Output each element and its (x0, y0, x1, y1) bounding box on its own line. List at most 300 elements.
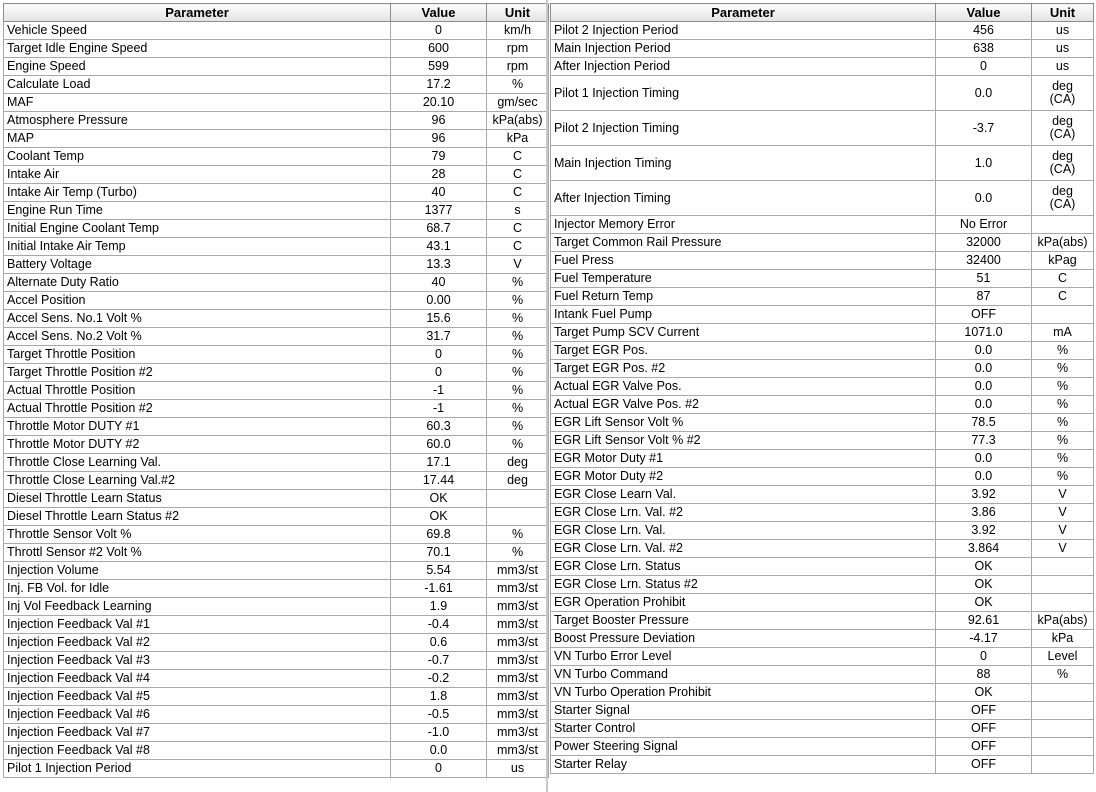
parameter-cell: VN Turbo Command (551, 666, 936, 684)
value-cell: OFF (936, 738, 1032, 756)
unit-cell: mm3/st (487, 616, 549, 634)
right-header-row (551, 4, 1094, 22)
table-row[interactable] (551, 252, 1094, 270)
value-cell: 31.7 (391, 328, 487, 346)
parameter-cell: Starter Signal (551, 702, 936, 720)
unit-cell: us (1032, 40, 1094, 58)
value-cell: -4.17 (936, 630, 1032, 648)
unit-cell: us (1032, 22, 1094, 40)
parameter-cell: Intank Fuel Pump (551, 306, 936, 324)
parameter-cell: Coolant Temp (4, 148, 391, 166)
table-row[interactable] (551, 306, 1094, 324)
value-cell: 96 (391, 112, 487, 130)
value-cell: -1 (391, 400, 487, 418)
table-row[interactable] (4, 292, 549, 310)
parameter-cell: Calculate Load (4, 76, 391, 94)
parameter-cell: MAF (4, 94, 391, 112)
value-cell: 40 (391, 184, 487, 202)
parameter-cell: Injection Feedback Val #6 (4, 706, 391, 724)
unit-cell (487, 490, 549, 508)
table-row[interactable] (4, 490, 549, 508)
parameter-cell: Main Injection Period (551, 40, 936, 58)
unit-cell: mm3/st (487, 688, 549, 706)
parameter-cell: Throttle Sensor Volt % (4, 526, 391, 544)
table-row[interactable] (551, 576, 1094, 594)
parameter-cell: EGR Close Lrn. Status #2 (551, 576, 936, 594)
value-cell: 456 (936, 22, 1032, 40)
unit-cell: km/h (487, 22, 549, 40)
table-row[interactable] (4, 94, 549, 112)
table-row[interactable] (551, 756, 1094, 774)
table-row[interactable] (4, 634, 549, 652)
table-row[interactable] (551, 111, 1094, 146)
parameter-cell: Main Injection Timing (551, 146, 936, 181)
value-cell: No Error (936, 216, 1032, 234)
value-cell: 0.0 (936, 450, 1032, 468)
parameter-cell: Injection Feedback Val #8 (4, 742, 391, 760)
left-unit-column-header[interactable]: Unit (487, 4, 549, 22)
parameter-cell: Injector Memory Error (551, 216, 936, 234)
table-row[interactable] (4, 112, 549, 130)
table-row[interactable] (551, 342, 1094, 360)
parameter-cell: Diesel Throttle Learn Status #2 (4, 508, 391, 526)
parameter-cell: Accel Position (4, 292, 391, 310)
unit-cell: V (1032, 540, 1094, 558)
value-cell: 0.0 (936, 76, 1032, 111)
value-cell: OK (936, 594, 1032, 612)
parameter-cell: Vehicle Speed (4, 22, 391, 40)
table-row[interactable] (4, 436, 549, 454)
table-row[interactable] (4, 526, 549, 544)
unit-cell: V (1032, 504, 1094, 522)
table-row[interactable] (551, 378, 1094, 396)
value-cell: 77.3 (936, 432, 1032, 450)
right-parameter-column-header[interactable]: Parameter (551, 4, 936, 22)
value-cell: 20.10 (391, 94, 487, 112)
unit-cell: s (487, 202, 549, 220)
value-cell: 0.0 (391, 742, 487, 760)
parameter-cell: Throttle Motor DUTY #1 (4, 418, 391, 436)
table-row[interactable] (4, 598, 549, 616)
right-data-table (550, 3, 1094, 774)
parameter-cell: Target Pump SCV Current (551, 324, 936, 342)
unit-cell: mm3/st (487, 562, 549, 580)
parameter-cell: Throttle Motor DUTY #2 (4, 436, 391, 454)
unit-cell: rpm (487, 58, 549, 76)
table-row[interactable] (4, 184, 549, 202)
unit-cell: kPa(abs) (1032, 234, 1094, 252)
table-row[interactable] (551, 324, 1094, 342)
value-cell: -0.7 (391, 652, 487, 670)
table-row[interactable] (551, 738, 1094, 756)
parameter-cell: After Injection Timing (551, 181, 936, 216)
unit-cell: % (1032, 360, 1094, 378)
unit-cell: % (487, 310, 549, 328)
left-header-row (4, 4, 549, 22)
table-row[interactable] (4, 58, 549, 76)
value-cell: 1377 (391, 202, 487, 220)
parameter-cell: Initial Intake Air Temp (4, 238, 391, 256)
parameter-cell: Pilot 1 Injection Timing (551, 76, 936, 111)
unit-cell: mm3/st (487, 670, 549, 688)
unit-cell: % (1032, 432, 1094, 450)
table-row[interactable] (551, 486, 1094, 504)
value-cell: 78.5 (936, 414, 1032, 432)
table-row[interactable] (4, 76, 549, 94)
table-row[interactable] (551, 504, 1094, 522)
unit-line-2: (CA) (1049, 162, 1076, 176)
table-row[interactable] (4, 742, 549, 760)
unit-cell: deg (487, 472, 549, 490)
value-cell: OFF (936, 702, 1032, 720)
unit-cell: % (487, 418, 549, 436)
table-row[interactable] (4, 238, 549, 256)
panel-separator (546, 0, 548, 792)
parameter-cell: Target EGR Pos. #2 (551, 360, 936, 378)
table-row[interactable] (551, 558, 1094, 576)
parameter-cell: EGR Close Learn Val. (551, 486, 936, 504)
unit-line-2: (CA) (1049, 127, 1076, 141)
unit-cell: C (487, 148, 549, 166)
table-row[interactable] (551, 181, 1094, 216)
parameter-cell: Injection Feedback Val #2 (4, 634, 391, 652)
table-row[interactable] (551, 720, 1094, 738)
parameter-cell: Actual Throttle Position (4, 382, 391, 400)
table-row[interactable] (551, 76, 1094, 111)
parameter-cell: Accel Sens. No.2 Volt % (4, 328, 391, 346)
value-cell: 599 (391, 58, 487, 76)
unit-cell: mm3/st (487, 580, 549, 598)
unit-cell: % (1032, 468, 1094, 486)
value-cell: 13.3 (391, 256, 487, 274)
parameter-cell: Power Steering Signal (551, 738, 936, 756)
table-row[interactable] (4, 562, 549, 580)
table-row[interactable] (4, 508, 549, 526)
value-cell: OFF (936, 306, 1032, 324)
parameter-cell: Injection Feedback Val #7 (4, 724, 391, 742)
value-cell: 1.8 (391, 688, 487, 706)
value-cell: 79 (391, 148, 487, 166)
parameter-cell: Pilot 1 Injection Period (4, 760, 391, 778)
parameter-cell: EGR Close Lrn. Val. #2 (551, 540, 936, 558)
value-cell: 0.6 (391, 634, 487, 652)
table-row[interactable] (551, 22, 1094, 40)
parameter-cell: EGR Motor Duty #2 (551, 468, 936, 486)
table-row[interactable] (551, 522, 1094, 540)
parameter-cell: Injection Feedback Val #5 (4, 688, 391, 706)
table-row[interactable] (4, 346, 549, 364)
value-cell: 0 (391, 22, 487, 40)
parameter-cell: Injection Volume (4, 562, 391, 580)
parameter-cell: Target Throttle Position #2 (4, 364, 391, 382)
parameter-cell: Accel Sens. No.1 Volt % (4, 310, 391, 328)
table-row[interactable] (551, 58, 1094, 76)
parameter-cell: Target Booster Pressure (551, 612, 936, 630)
value-cell: 5.54 (391, 562, 487, 580)
value-cell: 3.86 (936, 504, 1032, 522)
table-row[interactable] (4, 472, 549, 490)
parameter-cell: VN Turbo Error Level (551, 648, 936, 666)
unit-cell (1032, 558, 1094, 576)
value-cell: 68.7 (391, 220, 487, 238)
value-cell: 17.1 (391, 454, 487, 472)
value-cell: 17.44 (391, 472, 487, 490)
right-value-column-header[interactable]: Value (936, 4, 1032, 22)
unit-cell: % (487, 382, 549, 400)
unit-cell: mm3/st (487, 706, 549, 724)
unit-cell: % (1032, 450, 1094, 468)
unit-cell (1032, 216, 1094, 234)
parameter-cell: Actual EGR Valve Pos. (551, 378, 936, 396)
parameter-cell: After Injection Period (551, 58, 936, 76)
unit-cell: C (487, 220, 549, 238)
unit-line-1: deg (1052, 114, 1073, 128)
unit-cell (487, 508, 549, 526)
table-row[interactable] (551, 630, 1094, 648)
table-row[interactable] (4, 706, 549, 724)
unit-cell: % (487, 364, 549, 382)
value-cell: OFF (936, 720, 1032, 738)
unit-cell: us (487, 760, 549, 778)
table-row[interactable] (4, 22, 549, 40)
value-cell: 3.92 (936, 522, 1032, 540)
table-row[interactable] (4, 202, 549, 220)
unit-cell: mm3/st (487, 634, 549, 652)
parameter-cell: EGR Motor Duty #1 (551, 450, 936, 468)
value-cell: 638 (936, 40, 1032, 58)
parameter-cell: EGR Operation Prohibit (551, 594, 936, 612)
table-row[interactable] (4, 310, 549, 328)
unit-cell: % (487, 274, 549, 292)
parameter-cell: Engine Run Time (4, 202, 391, 220)
table-row[interactable] (4, 724, 549, 742)
unit-cell (1032, 594, 1094, 612)
value-cell: 60.0 (391, 436, 487, 454)
table-row[interactable] (4, 688, 549, 706)
value-cell: OK (391, 490, 487, 508)
value-cell: 0.0 (936, 468, 1032, 486)
table-row[interactable] (4, 652, 549, 670)
value-cell: 96 (391, 130, 487, 148)
value-cell: 1071.0 (936, 324, 1032, 342)
table-row[interactable] (551, 234, 1094, 252)
table-row[interactable] (4, 580, 549, 598)
table-row[interactable] (4, 418, 549, 436)
table-row[interactable] (551, 360, 1094, 378)
parameter-cell: Actual Throttle Position #2 (4, 400, 391, 418)
parameter-cell: Target EGR Pos. (551, 342, 936, 360)
table-row[interactable] (4, 166, 549, 184)
parameter-cell: Alternate Duty Ratio (4, 274, 391, 292)
left-data-table-panel (3, 3, 549, 778)
table-row[interactable] (551, 612, 1094, 630)
value-cell: -3.7 (936, 111, 1032, 146)
value-cell: 3.864 (936, 540, 1032, 558)
table-row[interactable] (551, 146, 1094, 181)
unit-cell: % (487, 436, 549, 454)
value-cell: 0.0 (936, 342, 1032, 360)
parameter-cell: Throttl Sensor #2 Volt % (4, 544, 391, 562)
value-cell: -1 (391, 382, 487, 400)
unit-cell (1032, 702, 1094, 720)
unit-cell: C (487, 238, 549, 256)
unit-cell: rpm (487, 40, 549, 58)
unit-cell: C (1032, 270, 1094, 288)
table-row[interactable] (4, 760, 549, 778)
value-cell: 43.1 (391, 238, 487, 256)
unit-cell (1032, 111, 1094, 146)
value-cell: 60.3 (391, 418, 487, 436)
unit-cell: mm3/st (487, 742, 549, 760)
value-cell: 69.8 (391, 526, 487, 544)
table-row[interactable] (4, 616, 549, 634)
parameter-cell: Atmosphere Pressure (4, 112, 391, 130)
unit-line-2: (CA) (1049, 92, 1076, 106)
table-row[interactable] (4, 400, 549, 418)
table-row[interactable] (4, 220, 549, 238)
parameter-cell: Starter Relay (551, 756, 936, 774)
unit-cell: C (487, 184, 549, 202)
table-row[interactable] (551, 288, 1094, 306)
unit-cell: V (1032, 486, 1094, 504)
parameter-cell: Intake Air Temp (Turbo) (4, 184, 391, 202)
unit-line-1: deg (1052, 79, 1073, 93)
parameter-cell: MAP (4, 130, 391, 148)
value-cell: 0 (391, 760, 487, 778)
unit-cell (1032, 76, 1094, 111)
unit-cell: mm3/st (487, 598, 549, 616)
table-row[interactable] (551, 666, 1094, 684)
parameter-cell: Pilot 2 Injection Timing (551, 111, 936, 146)
table-row[interactable] (551, 396, 1094, 414)
value-cell: 0.0 (936, 181, 1032, 216)
unit-cell: V (487, 256, 549, 274)
unit-cell: deg (487, 454, 549, 472)
unit-line-1: deg (1052, 149, 1073, 163)
table-row[interactable] (551, 540, 1094, 558)
parameter-cell: EGR Close Lrn. Status (551, 558, 936, 576)
table-row[interactable] (551, 414, 1094, 432)
unit-cell: C (487, 166, 549, 184)
unit-cell: % (487, 526, 549, 544)
unit-cell: kPa (487, 130, 549, 148)
table-row[interactable] (4, 148, 549, 166)
table-row[interactable] (551, 648, 1094, 666)
value-cell: 0.0 (936, 360, 1032, 378)
unit-cell: mA (1032, 324, 1094, 342)
value-cell: 40 (391, 274, 487, 292)
parameter-cell: Fuel Press (551, 252, 936, 270)
unit-cell: % (1032, 342, 1094, 360)
table-row[interactable] (4, 364, 549, 382)
parameter-cell: Injection Feedback Val #3 (4, 652, 391, 670)
value-cell: 0 (936, 648, 1032, 666)
parameter-cell: EGR Close Lrn. Val. (551, 522, 936, 540)
table-row[interactable] (4, 670, 549, 688)
table-row[interactable] (551, 270, 1094, 288)
table-row[interactable] (4, 382, 549, 400)
value-cell: 0 (936, 58, 1032, 76)
parameter-cell: Target Common Rail Pressure (551, 234, 936, 252)
parameter-cell: Diesel Throttle Learn Status (4, 490, 391, 508)
value-cell: 0.0 (936, 378, 1032, 396)
unit-cell (1032, 576, 1094, 594)
parameter-cell: Starter Control (551, 720, 936, 738)
value-cell: 28 (391, 166, 487, 184)
left-value-column-header[interactable]: Value (391, 4, 487, 22)
value-cell: 17.2 (391, 76, 487, 94)
table-row[interactable] (4, 454, 549, 472)
parameter-cell: Actual EGR Valve Pos. #2 (551, 396, 936, 414)
value-cell: OK (391, 508, 487, 526)
value-cell: OFF (936, 756, 1032, 774)
table-row[interactable] (551, 40, 1094, 58)
value-cell: 0.00 (391, 292, 487, 310)
table-row[interactable] (551, 450, 1094, 468)
unit-cell: % (487, 544, 549, 562)
value-cell: 32000 (936, 234, 1032, 252)
parameter-cell: Fuel Return Temp (551, 288, 936, 306)
table-row[interactable] (551, 432, 1094, 450)
parameter-cell: EGR Close Lrn. Val. #2 (551, 504, 936, 522)
left-table-body (4, 22, 549, 778)
value-cell: 32400 (936, 252, 1032, 270)
left-parameter-column-header[interactable]: Parameter (4, 4, 391, 22)
parameter-cell: Target Idle Engine Speed (4, 40, 391, 58)
unit-cell: % (487, 400, 549, 418)
table-row[interactable] (551, 684, 1094, 702)
parameter-cell: EGR Lift Sensor Volt % (551, 414, 936, 432)
unit-cell: % (1032, 396, 1094, 414)
unit-cell: kPag (1032, 252, 1094, 270)
table-row[interactable] (4, 544, 549, 562)
parameter-cell: Boost Pressure Deviation (551, 630, 936, 648)
right-unit-column-header[interactable]: Unit (1032, 4, 1094, 22)
unit-line-1: deg (1052, 184, 1073, 198)
unit-cell (1032, 738, 1094, 756)
value-cell: OK (936, 558, 1032, 576)
unit-cell: mm3/st (487, 652, 549, 670)
value-cell: OK (936, 684, 1032, 702)
unit-cell (1032, 146, 1094, 181)
unit-cell: % (487, 292, 549, 310)
unit-cell: % (1032, 666, 1094, 684)
table-row[interactable] (4, 274, 549, 292)
table-row[interactable] (4, 256, 549, 274)
unit-cell (1032, 306, 1094, 324)
table-row[interactable] (551, 216, 1094, 234)
table-row[interactable] (4, 328, 549, 346)
value-cell: 1.0 (936, 146, 1032, 181)
table-row[interactable] (551, 594, 1094, 612)
table-row[interactable] (551, 468, 1094, 486)
unit-cell: C (1032, 288, 1094, 306)
table-row[interactable] (4, 40, 549, 58)
unit-cell (1032, 756, 1094, 774)
unit-cell: % (487, 328, 549, 346)
parameter-cell: Fuel Temperature (551, 270, 936, 288)
unit-cell: mm3/st (487, 724, 549, 742)
value-cell: 600 (391, 40, 487, 58)
parameter-cell: Inj. FB Vol. for Idle (4, 580, 391, 598)
table-row[interactable] (4, 130, 549, 148)
unit-cell: % (1032, 378, 1094, 396)
value-cell: -1.61 (391, 580, 487, 598)
value-cell: 3.92 (936, 486, 1032, 504)
unit-cell (1032, 181, 1094, 216)
table-row[interactable] (551, 702, 1094, 720)
value-cell: 70.1 (391, 544, 487, 562)
